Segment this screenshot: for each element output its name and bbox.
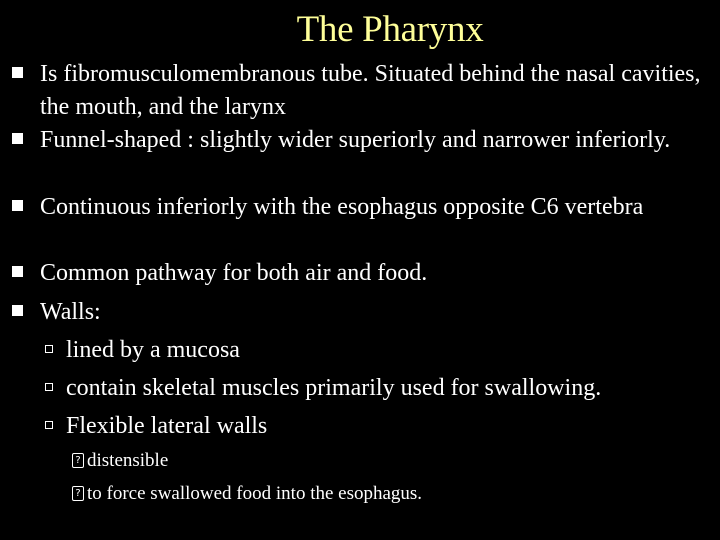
sub-bullet-item (66, 372, 716, 405)
bullet-text: Walls: (40, 299, 101, 325)
hollow-square-bullet-icon (45, 383, 53, 391)
filled-square-bullet-icon (12, 200, 23, 211)
sub-sub-bullet-item (75, 482, 707, 506)
bullet-item (40, 58, 716, 124)
sub-bullet-item (66, 410, 716, 443)
filled-square-bullet-icon (12, 133, 23, 144)
sub-bullet-text: Flexible lateral walls (66, 413, 268, 439)
bullet-text: Common pathway for both air and food. (40, 260, 428, 286)
filled-square-bullet-icon (12, 305, 23, 316)
hollow-square-bullet-icon (45, 345, 53, 353)
bullet-item (40, 191, 716, 224)
bullet-item (40, 124, 716, 157)
sub-bullet-item (66, 334, 716, 367)
sub-bullet-text: contain skeletal muscles primarily used for swallowing. (66, 375, 602, 401)
sub-sub-bullet-text: to force swallowed food into the esophagus. (87, 483, 423, 504)
bullet-item (40, 257, 716, 290)
bullet-item (40, 296, 716, 329)
bullet-text: Funnel-shaped : slightly wider superiorly and narrower inferiorly. (40, 127, 671, 153)
filled-square-bullet-icon (12, 67, 23, 78)
slide-title: The Pharynx (296, 9, 484, 50)
missing-glyph-bullet-icon: ? (72, 453, 84, 468)
sub-sub-bullet-text: distensible (87, 450, 169, 471)
bullet-text: Is fibromusculomembranous tube. Situated behind the nasal cavities, the mouth, and the larynx (40, 61, 701, 120)
hollow-square-bullet-icon (45, 421, 53, 429)
missing-glyph-bullet-icon: ? (72, 486, 84, 501)
bullet-text: Continuous inferiorly with the esophagus opposite C6 vertebra (40, 194, 644, 220)
sub-sub-bullet-item (75, 449, 707, 473)
sub-bullet-text: lined by a mucosa (66, 337, 240, 363)
filled-square-bullet-icon (12, 266, 23, 277)
